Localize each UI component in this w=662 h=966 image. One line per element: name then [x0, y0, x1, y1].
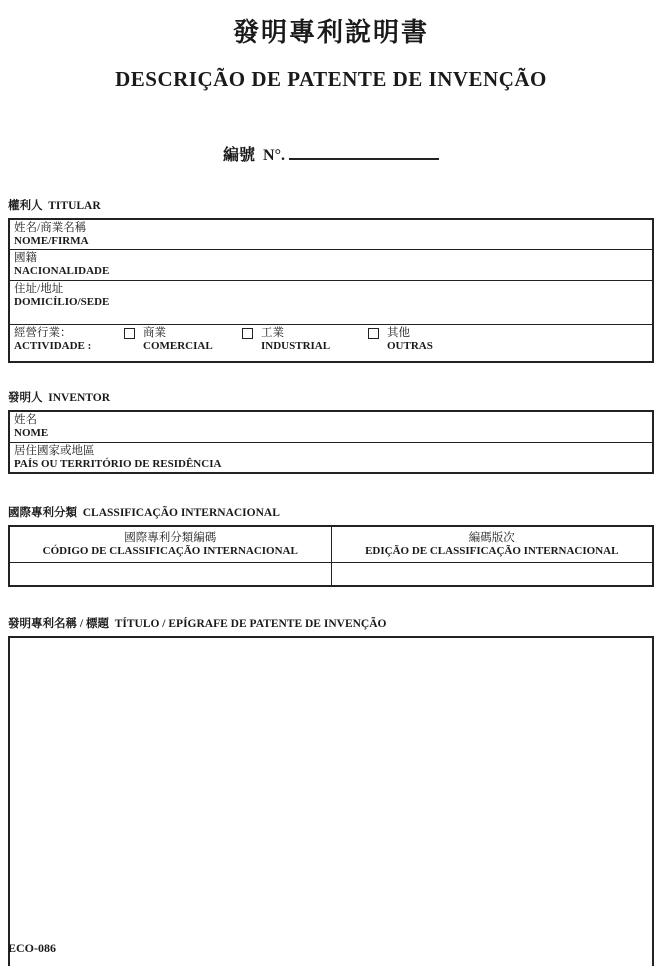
others-checkbox[interactable]	[368, 328, 379, 339]
table-row	[9, 250, 653, 280]
option-label-pt: COMERCIAL	[143, 339, 213, 352]
document-title-portuguese: DESCRIÇÃO DE PATENTE DE INVENÇÃO	[115, 67, 547, 91]
patent-title-input-box[interactable]	[8, 636, 654, 966]
table-row	[9, 219, 653, 250]
classification-section-heading: 國際專利分類 CLASSIFICAÇÃO INTERNACIONAL	[8, 507, 280, 520]
titular-section-heading: 權利人 TITULAR	[8, 200, 101, 212]
field-label-zh: 居住國家或地區	[14, 444, 95, 457]
commercial-checkbox[interactable]	[124, 328, 135, 339]
field-label-pt: PAÍS OU TERRITÓRIO DE RESIDÊNCIA	[14, 457, 222, 470]
field-label-pt: NOME	[14, 427, 49, 440]
option-label	[261, 326, 330, 353]
table-row	[9, 280, 653, 324]
classification-code-input-cell[interactable]	[9, 562, 331, 586]
column-header-zh: 編碼版次	[468, 531, 515, 544]
column-header-pt: EDIÇÃO DE CLASSIFICAÇÃO INTERNACIONAL	[365, 544, 619, 557]
table-row	[9, 562, 653, 586]
classification-code-header	[9, 526, 331, 562]
table-row	[9, 442, 653, 473]
column-header-pt: CÓDIGO DE CLASSIFICAÇÃO INTERNACIONAL	[42, 544, 298, 557]
option-label-zh: 工業	[261, 326, 284, 339]
field-label-zh: 國籍	[14, 252, 37, 265]
field-label-zh: 姓名/商業名稱	[14, 222, 87, 234]
classification-edition-input-cell[interactable]	[331, 562, 653, 586]
table-header-row	[9, 526, 653, 562]
titular-activity-field	[9, 324, 653, 362]
patent-title-section-heading: 發明專利名稱 / 標題 TÍTULO / EPÍGRAFE DE PATENTE DE INVENÇÃO	[8, 618, 387, 631]
inventor-table	[8, 410, 654, 474]
inventor-section-heading: 發明人 INVENTOR	[8, 392, 111, 405]
form-number-row	[8, 142, 654, 165]
titular-nationality-field[interactable]	[9, 250, 653, 280]
field-label-zh: 住址/地址	[14, 282, 64, 295]
option-label-zh: 其他	[387, 326, 410, 339]
form-number-label: 編號 N°.	[223, 147, 285, 164]
classification-table	[8, 525, 654, 587]
option-label-pt: OUTRAS	[387, 339, 433, 352]
inventor-name-field[interactable]	[9, 411, 653, 442]
field-label-zh: 姓名	[14, 414, 37, 427]
field-label-pt: DOMICÍLIO/SEDE	[14, 295, 110, 308]
form-number-input-line[interactable]	[289, 144, 439, 160]
document-title-chinese: 發明專利說明書	[232, 18, 429, 47]
field-label-pt: NACIONALIDADE	[14, 265, 110, 278]
industrial-checkbox[interactable]	[242, 328, 253, 339]
inventor-residence-field[interactable]	[9, 442, 653, 473]
titular-table	[8, 218, 654, 363]
titular-name-field[interactable]	[9, 219, 653, 250]
titular-address-field[interactable]	[9, 280, 653, 324]
option-label-zh: 商業	[143, 326, 166, 339]
table-row	[9, 324, 653, 362]
form-code: ECO-086	[8, 941, 56, 955]
activity-label	[14, 326, 124, 353]
option-label-pt: INDUSTRIAL	[261, 339, 331, 352]
option-label	[143, 326, 213, 353]
activity-option-industrial	[242, 326, 368, 353]
field-label-pt: ACTIVIDADE :	[14, 339, 92, 352]
option-label	[387, 326, 433, 353]
activity-option-others	[368, 326, 433, 353]
field-label-zh: 經營行業：	[14, 326, 72, 339]
activity-option-commercial	[124, 326, 242, 353]
table-row	[9, 411, 653, 442]
column-header-zh: 國際專利分類編碼	[124, 531, 217, 544]
classification-edition-header	[331, 526, 653, 562]
field-label-pt: NOME/FIRMA	[14, 235, 89, 248]
